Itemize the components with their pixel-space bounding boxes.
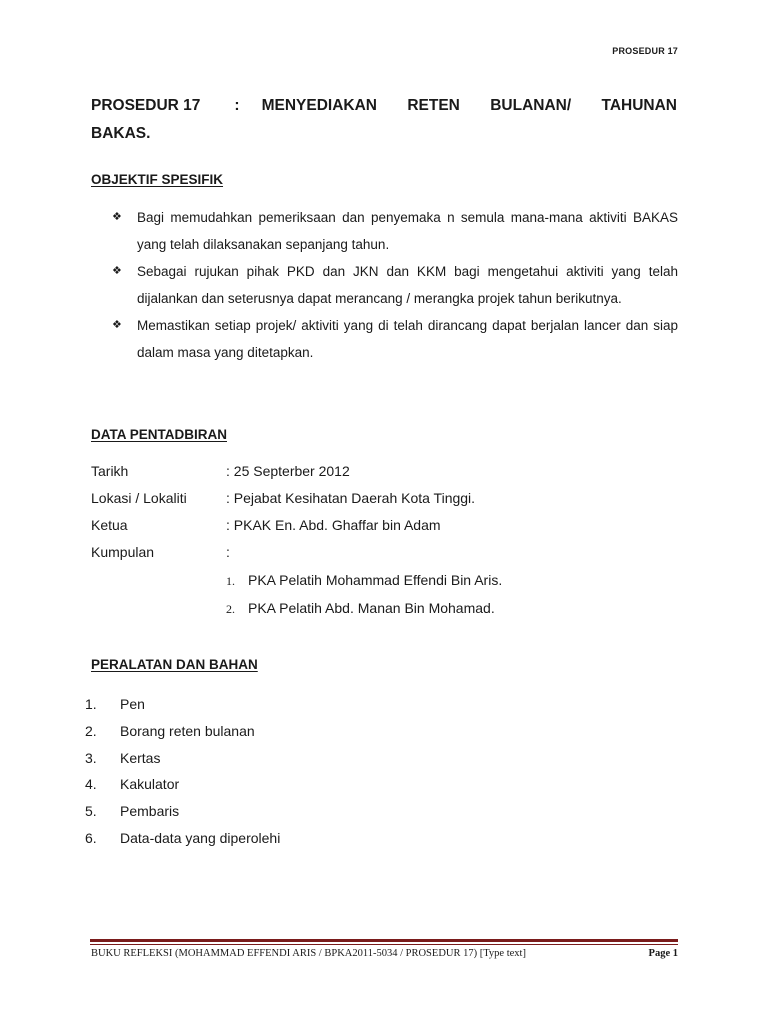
group-member — [226, 598, 495, 619]
member-number: 2. — [226, 602, 235, 616]
member-name: PKA Pelatih Abd. Manan Bin Mohamad. — [248, 600, 495, 616]
equipment-number: 5. — [85, 803, 97, 820]
admin-label: Tarikh — [91, 463, 129, 479]
objective-item — [112, 258, 678, 312]
admin-value: : 25 Septerber 2012 — [226, 463, 350, 479]
equipment-text: Kakulator — [120, 776, 180, 793]
objective-item-text: Bagi memudahkan pemeriksaan dan penyemaka n semula mana-mana aktiviti BAKAS yang telah dilaksanakan sepanjang tahun. — [137, 210, 678, 252]
title-prefix: PROSEDUR 17 — [91, 97, 201, 114]
equipment-text: Kertas — [120, 749, 161, 766]
objective-heading: OBJEKTIF SPESIFIK — [91, 172, 224, 187]
equipment-item — [85, 718, 280, 745]
equipment-list — [85, 691, 280, 852]
objective-item — [112, 204, 678, 258]
admin-heading: DATA PENTADBIRAN — [91, 427, 227, 442]
equipment-item — [85, 825, 280, 852]
admin-value: : PKAK En. Abd. Ghaffar bin Adam — [226, 517, 441, 533]
footer-rule — [90, 939, 678, 942]
equipment-number: 1. — [85, 696, 97, 712]
title-line-2: BAKAS. — [91, 125, 151, 142]
title-main: MENYEDIAKAN RETEN BULANAN/ TAHUNAN — [261, 97, 677, 114]
running-header: PROSEDUR 17 — [612, 46, 678, 56]
objective-list — [112, 204, 678, 366]
objective-item-text: Sebagai rujukan pihak PKD dan JKN dan KKM bagi mengetahui aktiviti yang telah dijalankan dan seterusnya dapat merancang / merangka projek tahun berikutnya. — [137, 264, 678, 306]
group-member — [226, 570, 502, 591]
diamond-bullet-icon: ❖ — [112, 211, 122, 223]
equipment-number: 4. — [85, 776, 97, 793]
member-name: PKA Pelatih Mohammad Effendi Bin Aris. — [248, 572, 503, 588]
page-number: Page 1 — [648, 948, 678, 959]
equipment-item — [85, 771, 280, 798]
title-colon: : — [234, 97, 240, 114]
equipment-item — [85, 798, 280, 825]
admin-label: Ketua — [91, 517, 128, 533]
equipment-number: 6. — [85, 829, 97, 846]
equipment-text: Pen — [120, 696, 145, 712]
equipment-item — [85, 691, 280, 718]
admin-value: : Pejabat Kesihatan Daerah Kota Tinggi. — [226, 490, 476, 506]
title-line-1 — [91, 92, 677, 120]
admin-label: Lokasi / Lokaliti — [91, 490, 187, 506]
document-title — [91, 92, 677, 148]
footer-text: BUKU REFLEKSI (MOHAMMAD EFFENDI ARIS / BPKA2011-5034 / PROSEDUR 17) [Type text] — [91, 948, 526, 959]
equipment-number: 3. — [85, 749, 97, 766]
equipment-text: Borang reten bulanan — [120, 722, 255, 739]
equipment-text: Pembaris — [120, 803, 180, 820]
admin-value: : — [226, 544, 230, 560]
equipment-number: 2. — [85, 722, 97, 739]
member-number: 1. — [226, 574, 235, 588]
equipment-heading: PERALATAN DAN BAHAN — [91, 657, 258, 672]
diamond-bullet-icon: ❖ — [112, 319, 122, 331]
footer-rule-thin — [90, 944, 678, 945]
diamond-bullet-icon: ❖ — [112, 265, 122, 277]
equipment-text: Data-data yang diperolehi — [120, 829, 281, 846]
equipment-item — [85, 745, 280, 772]
admin-label: Kumpulan — [91, 544, 155, 560]
objective-item — [112, 312, 678, 366]
objective-item-text: Memastikan setiap projek/ aktiviti yang di telah dirancang dapat berjalan lancer dan siap dalam masa yang ditetapkan. — [137, 318, 678, 360]
